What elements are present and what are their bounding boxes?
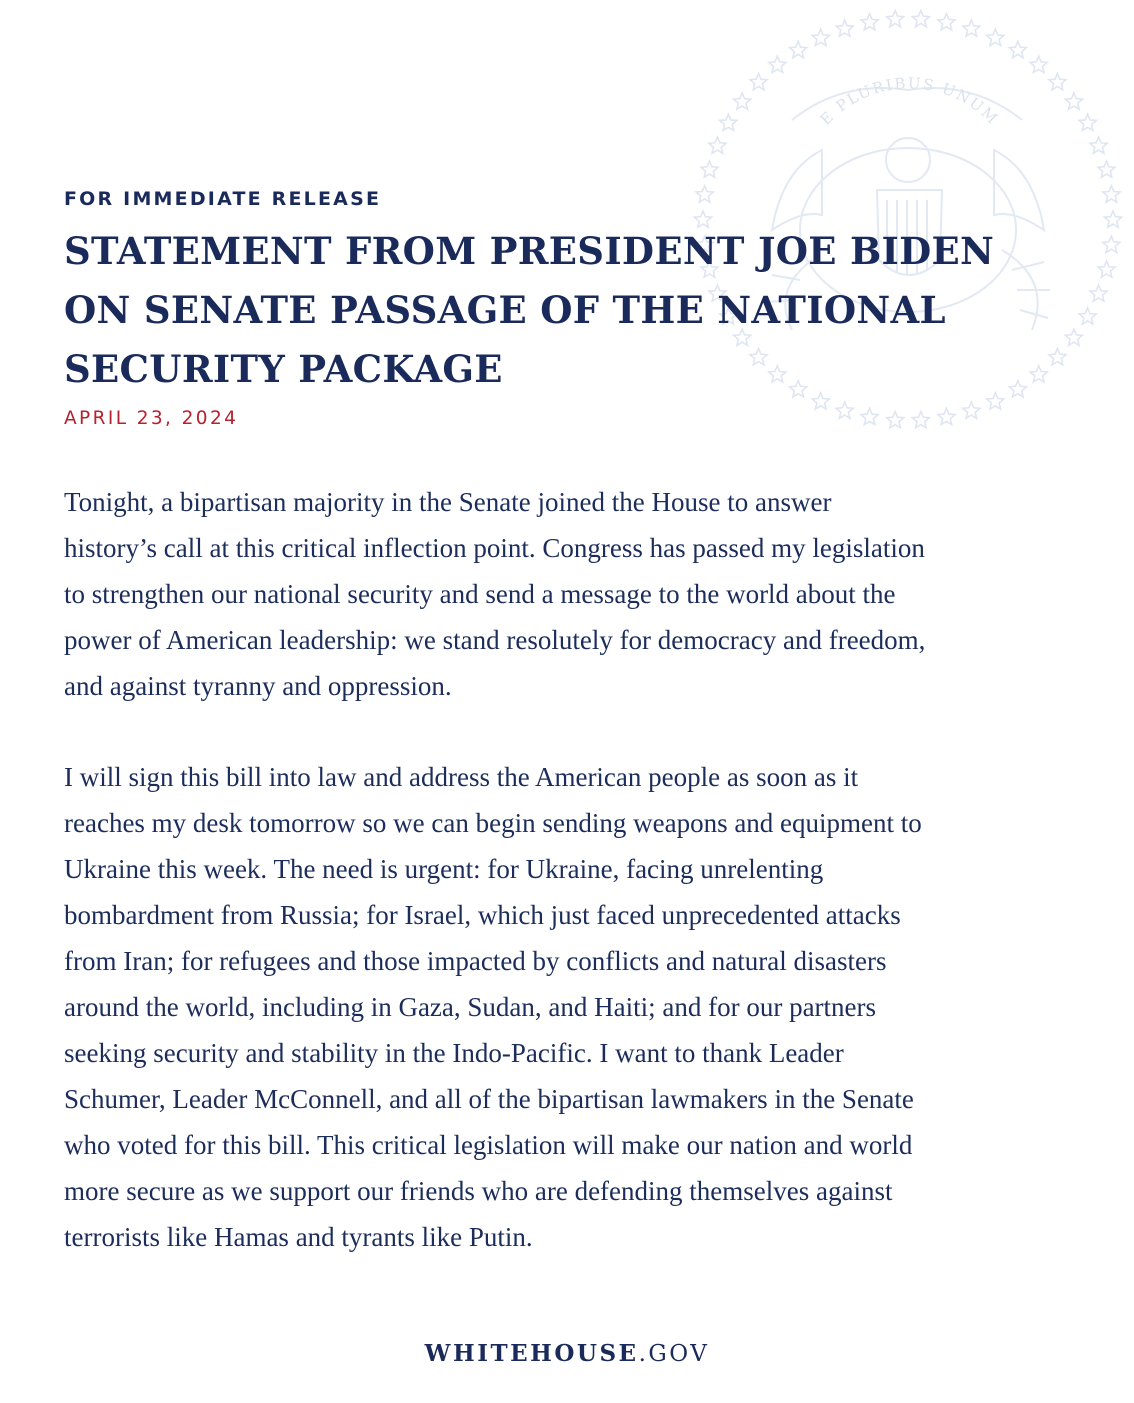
- title-line: STATEMENT FROM PRESIDENT JOE BIDEN: [64, 229, 995, 273]
- seal-star-icon: [1009, 41, 1026, 57]
- seal-star-icon: [1098, 261, 1115, 277]
- seal-star-icon: [1103, 186, 1120, 202]
- paragraph-line: power of American leadership: we stand resolutely for democracy and freedom,: [64, 625, 926, 655]
- paragraph-line: from Iran; for refugees and those impacted by conflicts and natural disasters: [64, 946, 887, 976]
- seal-star-icon: [1090, 137, 1107, 153]
- seal-star-icon: [812, 29, 829, 45]
- paragraph-line: to strengthen our national security and send a message to the world about the: [64, 579, 896, 609]
- paragraph-1: [64, 479, 925, 709]
- paragraph-line: I will sign this bill into law and address the American people as soon as it: [64, 762, 859, 792]
- paragraph-line: reaches my desk tomorrow so we can begin sending weapons and equipment to: [64, 808, 922, 838]
- seal-star-icon: [1079, 114, 1096, 130]
- seal-star-icon: [938, 14, 955, 30]
- seal-star-icon: [696, 186, 713, 202]
- seal-star-icon: [709, 137, 726, 153]
- seal-star-icon: [1065, 93, 1082, 109]
- seal-star-icon: [1030, 56, 1047, 72]
- seal-star-icon: [701, 161, 718, 177]
- seal-star-icon: [1098, 161, 1115, 177]
- seal-star-icon: [734, 93, 751, 109]
- seal-star-icon: [963, 402, 980, 418]
- paragraph-line: bombardment from Russia; for Israel, which just faced unprecedented attacks: [64, 900, 901, 930]
- seal-star-icon: [1103, 236, 1120, 252]
- seal-star-icon: [938, 408, 955, 424]
- paragraph-line: Tonight, a bipartisan majority in the Senate joined the House to answer: [64, 487, 832, 517]
- title-line: ON SENATE PASSAGE OF THE NATIONAL: [64, 288, 946, 332]
- footer-domain-tld: .GOV: [638, 1341, 710, 1367]
- paragraph-line: seeking security and stability in the Indo-Pacific. I want to thank Leader: [64, 1038, 844, 1068]
- footer-website-link[interactable]: [0, 1340, 1134, 1367]
- seal-star-icon: [790, 41, 807, 57]
- paragraph-line: around the world, including in Gaza, Sudan, and Haiti; and for our partners: [64, 992, 877, 1022]
- paragraph-line: terrorists like Hamas and tyrants like Putin.: [64, 1222, 533, 1252]
- seal-star-icon: [1049, 74, 1066, 90]
- seal-star-icon: [1065, 329, 1082, 345]
- page-title: [64, 222, 1064, 399]
- seal-star-icon: [887, 412, 904, 428]
- seal-star-icon: [963, 20, 980, 36]
- svg-text:E PLURIBUS UNUM: [817, 74, 1003, 129]
- seal-star-icon: [1104, 211, 1121, 227]
- seal-star-icon: [769, 56, 786, 72]
- seal-star-icon: [836, 20, 853, 36]
- seal-star-icon: [987, 29, 1004, 45]
- seal-motto: E PLURIBUS UNUM: [816, 74, 1003, 129]
- seal-star-icon: [887, 11, 904, 27]
- seal-star-icon: [912, 11, 929, 27]
- paragraph-line: more secure as we support our friends who are defending themselves against: [64, 1176, 893, 1206]
- paragraph-line: Ukraine this week. The need is urgent: for Ukraine, facing unrelenting: [64, 854, 824, 884]
- seal-star-icon: [1090, 285, 1107, 301]
- paragraph-line: history’s call at this critical inflection point. Congress has passed my legislation: [64, 533, 925, 563]
- footer-domain-name: WHITEHOUSE: [424, 1340, 639, 1367]
- seal-star-icon: [861, 408, 878, 424]
- seal-star-icon: [836, 402, 853, 418]
- seal-star-icon: [750, 74, 767, 90]
- paragraph-line: Schumer, Leader McConnell, and all of the bipartisan lawmakers in the Senate: [64, 1084, 914, 1114]
- paragraph-line: and against tyranny and oppression.: [64, 671, 452, 701]
- seal-star-icon: [1079, 308, 1096, 324]
- release-label: FOR IMMEDIATE RELEASE: [64, 188, 382, 210]
- seal-star-icon: [861, 14, 878, 30]
- paragraph-line: who voted for this bill. This critical legislation will make our nation and world: [64, 1130, 913, 1160]
- paragraph-2: [64, 754, 922, 1260]
- title-line: SECURITY PACKAGE: [64, 347, 503, 391]
- seal-star-icon: [912, 412, 929, 428]
- seal-star-icon: [720, 114, 737, 130]
- release-date: APRIL 23, 2024: [64, 408, 239, 429]
